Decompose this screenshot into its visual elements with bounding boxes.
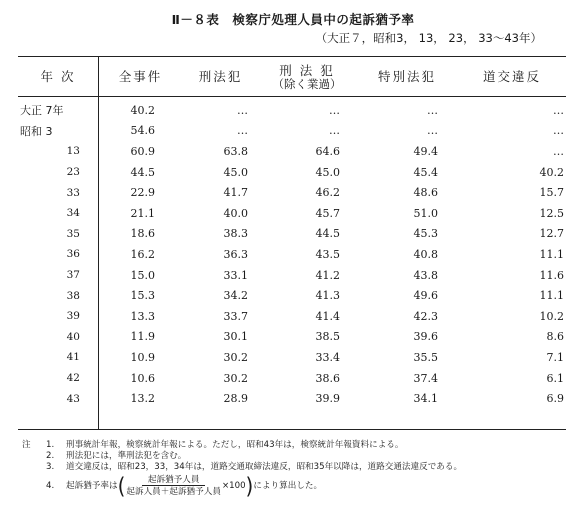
cell-year: 41 xyxy=(66,351,80,364)
cell-year: 35 xyxy=(66,227,80,240)
cell-year: 39 xyxy=(66,310,80,323)
cell-penal-code: 38.3 xyxy=(223,227,248,241)
table-row xyxy=(18,182,566,203)
cell-penal-code: 33.1 xyxy=(223,268,248,282)
cell-traffic-violation: 40.2 xyxy=(539,165,564,179)
table-row xyxy=(18,96,566,121)
header-penal-code-excl-negligence: 刑 法 犯 （除く業過） xyxy=(272,62,342,91)
cell-year: 36 xyxy=(66,248,80,261)
notes-label: 注 xyxy=(22,440,31,450)
bottom-rule xyxy=(18,429,566,430)
table-row xyxy=(18,347,566,368)
cell-penal-code: … xyxy=(237,103,248,117)
table-row xyxy=(18,327,566,348)
cell-penal-code: 28.9 xyxy=(223,392,248,406)
cell-special-law: 34.1 xyxy=(413,392,438,406)
cell-all-cases: 18.6 xyxy=(130,227,155,241)
cell-traffic-violation: 12.7 xyxy=(539,227,564,241)
cell-traffic-violation: 11.1 xyxy=(539,289,564,303)
cell-special-law: … xyxy=(427,124,438,138)
formula-denominator: 起訴人員＋起訴猶予人員 xyxy=(126,487,221,497)
open-paren: ( xyxy=(117,472,126,500)
cell-traffic-violation: 11.1 xyxy=(539,247,564,261)
formula-fraction xyxy=(126,475,221,497)
cell-penal-code-excl-negligence: 45.7 xyxy=(315,206,340,220)
note-item xyxy=(46,462,566,473)
cell-year: 42 xyxy=(66,372,80,385)
cell-special-law: 45.3 xyxy=(413,227,438,241)
cell-penal-code: 33.7 xyxy=(223,309,248,323)
header-traffic-violation: 道交違反 xyxy=(482,69,541,84)
cell-all-cases: 22.9 xyxy=(130,186,155,200)
cell-penal-code-excl-negligence: 43.5 xyxy=(315,247,340,261)
cell-traffic-violation: 8.6 xyxy=(546,330,564,344)
cell-year: 38 xyxy=(66,289,80,302)
cell-year: 37 xyxy=(66,269,80,282)
cell-penal-code: 30.1 xyxy=(223,330,248,344)
cell-all-cases: 10.9 xyxy=(130,350,155,364)
note-number: 4. xyxy=(46,480,55,491)
cell-all-cases: 54.6 xyxy=(130,124,155,138)
cell-all-cases: 16.2 xyxy=(130,247,155,261)
cell-traffic-violation: 6.1 xyxy=(546,371,564,385)
cell-year: 33 xyxy=(66,186,80,199)
cell-penal-code-excl-negligence: 41.3 xyxy=(315,289,340,303)
formula-lead: 起訴猶予率は xyxy=(66,480,118,491)
cell-year: 34 xyxy=(66,207,80,220)
cell-all-cases: 60.9 xyxy=(130,144,155,158)
top-rule xyxy=(18,56,566,57)
table-row xyxy=(18,141,566,162)
header-row xyxy=(18,58,566,96)
close-paren: ) xyxy=(245,472,254,500)
table-row xyxy=(18,203,566,224)
cell-special-law: 49.6 xyxy=(413,289,438,303)
cell-penal-code: 30.2 xyxy=(223,371,248,385)
cell-special-law: 49.4 xyxy=(413,144,438,158)
cell-penal-code: 40.0 xyxy=(223,206,248,220)
cell-penal-code: 34.2 xyxy=(223,289,248,303)
header-all-cases: 全事件 xyxy=(118,69,163,84)
cell-all-cases: 15.0 xyxy=(130,268,155,282)
cell-traffic-violation: 10.2 xyxy=(539,309,564,323)
cell-penal-code-excl-negligence: 33.4 xyxy=(315,350,340,364)
note-number: 3. xyxy=(46,462,55,472)
table-row xyxy=(18,162,566,183)
cell-all-cases: 44.5 xyxy=(130,165,155,179)
cell-all-cases: 13.2 xyxy=(130,392,155,406)
cell-penal-code: 36.3 xyxy=(223,247,248,261)
note-number: 2. xyxy=(46,451,55,461)
cell-special-law: 40.8 xyxy=(413,247,438,261)
formula-tail: により算出した。 xyxy=(253,480,323,491)
cell-all-cases: 40.2 xyxy=(130,103,155,117)
cell-all-cases: 15.3 xyxy=(130,289,155,303)
cell-penal-code-excl-negligence: … xyxy=(329,103,340,117)
cell-all-cases: 21.1 xyxy=(130,206,155,220)
note-item xyxy=(46,451,566,462)
cell-all-cases: 10.6 xyxy=(130,371,155,385)
cell-penal-code: 41.7 xyxy=(223,186,248,200)
cell-traffic-violation: … xyxy=(553,103,564,117)
cell-year: 23 xyxy=(66,166,80,179)
table-row xyxy=(18,306,566,327)
note-number: 1. xyxy=(46,440,55,450)
cell-penal-code: 63.8 xyxy=(223,144,248,158)
cell-traffic-violation: 6.9 xyxy=(546,392,564,406)
cell-penal-code-excl-negligence: 41.2 xyxy=(315,268,340,282)
cell-penal-code-excl-negligence: 64.6 xyxy=(315,144,340,158)
table-row xyxy=(18,368,566,389)
table-subtitle: （大正７，昭和3， 13， 23， 33～43年） xyxy=(315,31,542,45)
cell-penal-code-excl-negligence: 39.9 xyxy=(315,392,340,406)
header-special-law: 特別法犯 xyxy=(377,69,436,84)
cell-penal-code-excl-negligence: 46.2 xyxy=(315,186,340,200)
cell-special-law: 43.8 xyxy=(413,268,438,282)
table-row xyxy=(18,388,566,409)
note-text: 刑事統計年報，検察統計年報による。ただし，昭和43年は，検察統計年報資料による。 xyxy=(66,440,404,450)
cell-traffic-violation: 12.5 xyxy=(539,206,564,220)
cell-penal-code-excl-negligence: 41.4 xyxy=(315,309,340,323)
table-row xyxy=(18,244,566,265)
cell-penal-code-excl-negligence: 44.5 xyxy=(315,227,340,241)
note-text: 刑法犯には，準刑法犯を含む。 xyxy=(66,451,187,461)
formula-numerator: 起訴猶予人員 xyxy=(142,475,206,486)
cell-penal-code-excl-negligence: 38.6 xyxy=(315,371,340,385)
cell-special-law: 42.3 xyxy=(413,309,438,323)
header-year: 年 次 xyxy=(40,69,76,84)
cell-year: 13 xyxy=(66,145,80,158)
note-formula xyxy=(46,472,566,500)
table-title: Ⅱ－８表 検察庁処理人員中の起訴猶予率 xyxy=(171,12,415,27)
cell-penal-code: 45.0 xyxy=(223,165,248,179)
note-text: 道交違反は，昭和23，33，34年は，道路交通取締法違反，昭和35年以降は，道路交通法違反である。 xyxy=(66,462,463,472)
cell-year: 大正 7年 xyxy=(20,104,64,118)
cell-traffic-violation: 15.7 xyxy=(539,186,564,200)
cell-year: 40 xyxy=(66,330,80,343)
cell-year: 昭和 3 xyxy=(20,124,53,138)
cell-penal-code: 30.2 xyxy=(223,350,248,364)
cell-special-law: 35.5 xyxy=(413,350,438,364)
header-penal-code: 刑法犯 xyxy=(198,69,243,84)
cell-all-cases: 13.3 xyxy=(130,309,155,323)
cell-penal-code-excl-negligence: 38.5 xyxy=(315,330,340,344)
note-item xyxy=(46,440,566,451)
table-row xyxy=(18,285,566,306)
cell-penal-code: … xyxy=(237,124,248,138)
cell-special-law: 45.4 xyxy=(413,165,438,179)
cell-special-law: 37.4 xyxy=(413,371,438,385)
cell-penal-code-excl-negligence: 45.0 xyxy=(315,165,340,179)
table-row xyxy=(18,265,566,286)
cell-special-law: … xyxy=(427,103,438,117)
cell-penal-code-excl-negligence: … xyxy=(329,124,340,138)
cell-traffic-violation: … xyxy=(553,124,564,138)
cell-traffic-violation: 11.6 xyxy=(539,268,564,282)
prosecution-suspension-table xyxy=(18,58,566,409)
cell-special-law: 48.6 xyxy=(413,186,438,200)
formula-multiplier: ×100 xyxy=(221,480,246,491)
cell-year: 43 xyxy=(66,392,80,405)
cell-special-law: 51.0 xyxy=(413,206,438,220)
cell-traffic-violation: … xyxy=(553,144,564,158)
cell-all-cases: 11.9 xyxy=(130,330,155,344)
cell-special-law: 39.6 xyxy=(413,330,438,344)
table-row xyxy=(18,121,566,142)
cell-traffic-violation: 7.1 xyxy=(546,350,564,364)
table-row xyxy=(18,224,566,245)
